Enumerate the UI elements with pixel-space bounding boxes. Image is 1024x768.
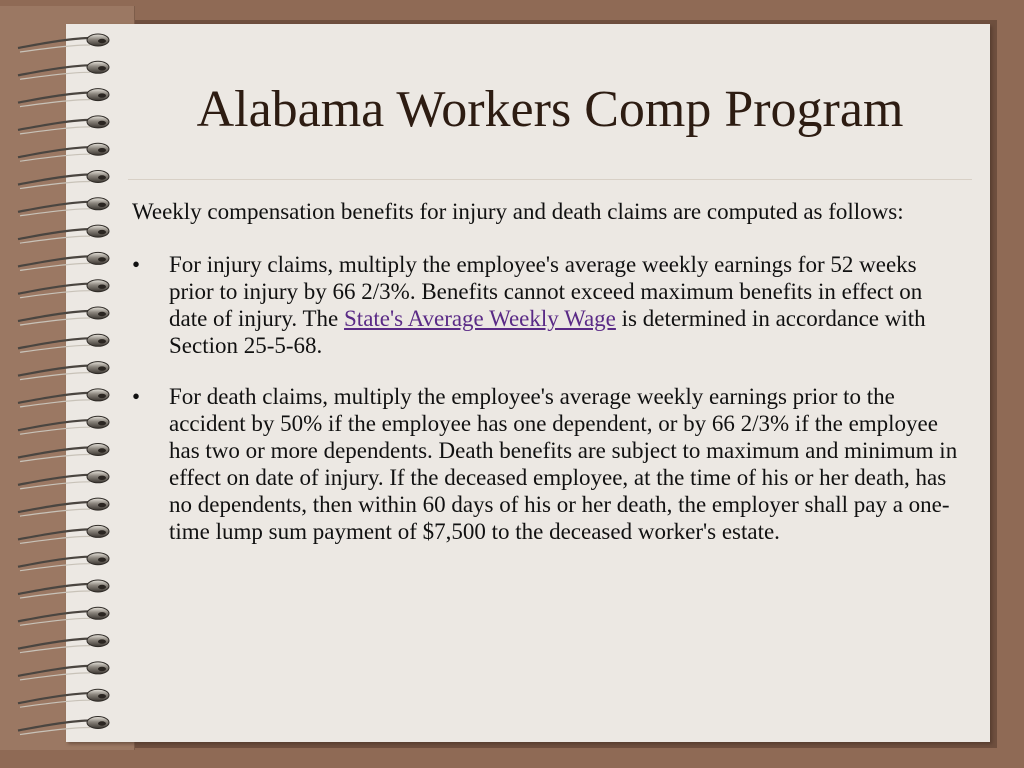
state-average-weekly-wage-link[interactable]: State's Average Weekly Wage: [344, 306, 616, 331]
spiral-wire: [18, 721, 92, 731]
spiral-ring-hole: [98, 721, 106, 725]
spiral-ring: [87, 525, 109, 537]
spiral-binding-icon: [0, 0, 140, 768]
bullet-marker: •: [132, 384, 141, 409]
spiral-ring: [87, 334, 109, 346]
bullet-injury-claims: [132, 251, 960, 359]
spiral-ring-hole: [98, 285, 106, 289]
spiral-ring: [87, 34, 109, 46]
spiral-ring: [87, 307, 109, 319]
spiral-ring-hole: [98, 93, 106, 97]
spiral-ring-hole: [98, 639, 106, 643]
spiral-wire: [18, 229, 92, 239]
intro-text: Weekly compensation benefits for injury and death claims are computed as follows:: [132, 199, 904, 224]
spiral-ring-hole: [98, 394, 106, 398]
spiral-wire: [18, 284, 92, 294]
spiral-wire: [18, 502, 92, 512]
spiral-ring-hole: [98, 121, 106, 125]
spiral-ring-hole: [98, 421, 106, 425]
spiral-ring-hole: [98, 339, 106, 343]
spiral-ring: [87, 280, 109, 292]
spiral-ring: [87, 389, 109, 401]
spiral-wire: [18, 611, 92, 621]
spiral-wire: [18, 120, 92, 130]
spiral-wire: [18, 420, 92, 430]
spiral-ring: [87, 444, 109, 456]
spiral-ring: [87, 498, 109, 510]
spiral-ring: [87, 362, 109, 374]
spiral-wire: [18, 38, 92, 48]
injury-claims-text: For injury claims, multiply the employee's average weekly earnings for 52 weeks prior to injury by 66 2/3%. Benefits cannot exceed maximum benefits in effect on date of injury. The: [169, 252, 923, 331]
spiral-ring: [87, 553, 109, 565]
spiral-ring: [87, 225, 109, 237]
spiral-ring-hole: [98, 39, 106, 43]
spiral-ring: [87, 607, 109, 619]
spiral-ring-hole: [98, 66, 106, 70]
spiral-wire: [18, 475, 92, 485]
spiral-ring-hole: [98, 667, 106, 671]
spiral-ring: [87, 171, 109, 183]
slide-title: Alabama Workers Comp Program: [196, 81, 904, 138]
spiral-ring: [87, 252, 109, 264]
slide-body: [132, 198, 960, 569]
spiral-ring: [87, 635, 109, 647]
spiral-ring-hole: [98, 558, 106, 562]
spiral-ring: [87, 116, 109, 128]
spiral-ring-hole: [98, 312, 106, 316]
spiral-ring-hole: [98, 230, 106, 234]
spiral-wire: [18, 666, 92, 676]
spiral-wire: [18, 693, 92, 703]
spiral-ring-hole: [98, 175, 106, 179]
spiral-ring-hole: [98, 585, 106, 589]
injury-claims-text-end: is determined in accordance with Section 25-5-68.: [169, 306, 926, 358]
spiral-wire: [18, 529, 92, 539]
death-claims-text: For death claims, multiply the employee's average weekly earnings prior to the accident by 50% if the employee has one dependent, or by 66 2/3% if the employee has two or more dependents. Death benefits are subject to maximum and minimum in effect on date of injury. If the deceased employee, at the time of his or her death, has no dependents, then within 60 days of his or her death, the employer shall pay a one-time lump sum payment of $7,500 to the deceased worker's estate.: [169, 384, 958, 544]
spiral-ring-hole: [98, 448, 106, 452]
spiral-ring: [87, 89, 109, 101]
spiral-ring: [87, 61, 109, 73]
spiral-ring-hole: [98, 503, 106, 507]
spiral-wire: [18, 175, 92, 185]
spiral-ring-hole: [98, 366, 106, 370]
spiral-wire: [18, 557, 92, 567]
spiral-ring: [87, 662, 109, 674]
spiral-ring-hole: [98, 476, 106, 480]
spiral-wire: [18, 93, 92, 103]
bullet-marker: •: [132, 252, 141, 277]
spiral-wire: [18, 584, 92, 594]
spiral-wire: [18, 65, 92, 75]
spiral-ring-hole: [98, 148, 106, 152]
spiral-wire: [18, 202, 92, 212]
spiral-wire: [18, 338, 92, 348]
spiral-wire: [18, 639, 92, 649]
spiral-ring-hole: [98, 203, 106, 207]
spiral-ring-hole: [98, 530, 106, 534]
spiral-ring: [87, 471, 109, 483]
spiral-ring: [87, 717, 109, 729]
spiral-wire: [18, 311, 92, 321]
spiral-wire: [18, 448, 92, 458]
spiral-wire: [18, 256, 92, 266]
spiral-wire: [18, 393, 92, 403]
spiral-ring-hole: [98, 257, 106, 261]
spiral-ring: [87, 143, 109, 155]
spiral-ring-hole: [98, 612, 106, 616]
bullet-death-claims: [132, 383, 960, 545]
spiral-wire: [18, 366, 92, 376]
spiral-ring: [87, 416, 109, 428]
title-divider: [128, 179, 972, 180]
spiral-ring: [87, 198, 109, 210]
spiral-ring: [87, 689, 109, 701]
spiral-ring: [87, 580, 109, 592]
spiral-ring-hole: [98, 694, 106, 698]
spiral-wire: [18, 147, 92, 157]
